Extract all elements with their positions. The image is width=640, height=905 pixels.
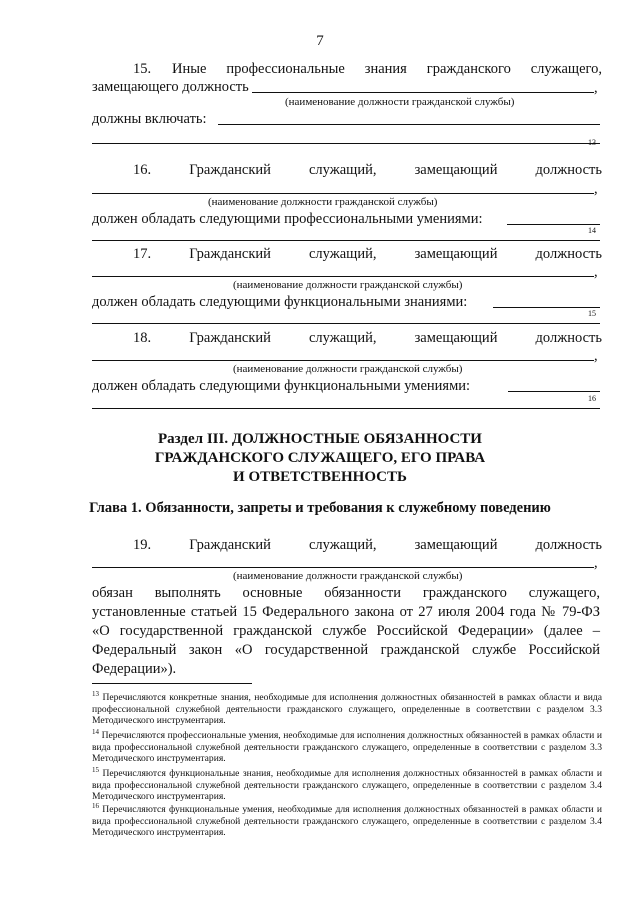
item16-word: Гражданский bbox=[189, 162, 271, 178]
footnote-ref-13: 13 bbox=[588, 138, 596, 147]
item18-word: должность bbox=[535, 330, 602, 346]
comma: , bbox=[594, 555, 598, 571]
item18-word: Гражданский bbox=[189, 330, 271, 346]
footnote-number: 15 bbox=[92, 766, 99, 774]
footnote-text: Перечисляются профессиональные умения, необходимые для исполнения должностных обязанностей в рамках области и вида профессиональной служебной деятельности гражданского служащего, определенные в соответствии с разделом 3.3 Методического инструментария. bbox=[92, 730, 602, 765]
section-heading-line3: И ОТВЕТСТВЕННОСТЬ bbox=[233, 469, 407, 485]
footnote-text: Перечисляются функциональные умения, необходимые для исполнения должностных обязанностей в рамках области и вида профессиональной служебной деятельности гражданского служащего, определенные в соответствии с разделом 3.4 Методического инструментария. bbox=[92, 804, 602, 839]
func-knowledge-blank bbox=[493, 307, 600, 308]
item16-word: замещающий bbox=[414, 162, 498, 178]
item18-line3: должен обладать следующими функциональными умениями: bbox=[92, 378, 471, 394]
footnote-number: 14 bbox=[92, 728, 99, 736]
item17-word: служащий, bbox=[309, 246, 377, 262]
chapter-title: Глава 1. Обязанности, запреты и требования к служебному поведению bbox=[89, 500, 551, 516]
knowledge-blank-2 bbox=[92, 143, 600, 144]
func-knowledge-blank-2 bbox=[92, 323, 600, 324]
item16-first-line bbox=[133, 161, 602, 179]
item15-line3: должны включать: bbox=[92, 111, 207, 127]
item16-line3: должен обладать следующими профессиональными умениями: bbox=[92, 211, 483, 227]
item16-word: 16. bbox=[133, 162, 152, 178]
position-name-blank bbox=[92, 567, 594, 568]
item19-caption: (наименование должности гражданской службы) bbox=[233, 570, 463, 582]
item18-word: замещающий bbox=[414, 330, 498, 346]
item15-word: знания bbox=[364, 61, 407, 77]
item17-line3: должен обладать следующими функциональными знаниями: bbox=[92, 294, 468, 310]
item17-word: должность bbox=[535, 246, 602, 262]
footnote-number: 16 bbox=[92, 802, 99, 810]
item15-word: служащего, bbox=[530, 61, 602, 77]
func-skills-blank-2 bbox=[92, 408, 600, 409]
footnote-ref-16: 16 bbox=[588, 394, 596, 403]
item15-number: 15. bbox=[133, 61, 152, 77]
item17-word: Гражданский bbox=[189, 246, 271, 262]
item19-word: служащий, bbox=[309, 537, 377, 553]
item15-first-line bbox=[172, 60, 602, 78]
section-heading-line1: Раздел III. ДОЛЖНОСТНЫЕ ОБЯЗАННОСТИ bbox=[158, 431, 482, 447]
item17-word: замещающий bbox=[414, 246, 498, 262]
item17-caption: (наименование должности гражданской службы) bbox=[233, 279, 463, 291]
skills-blank bbox=[507, 224, 600, 225]
footnote-separator bbox=[92, 683, 252, 684]
section-heading-line2: ГРАЖДАНСКОГО СЛУЖАЩЕГО, ЕГО ПРАВА bbox=[154, 450, 486, 466]
footnote bbox=[92, 689, 602, 727]
footnote bbox=[92, 801, 602, 839]
footnote-number: 13 bbox=[92, 690, 99, 698]
footnote-text: Перечисляются функциональные знания, необходимые для исполнения должностных обязанностей в рамках области и вида профессиональной служебной деятельности гражданского служащего, определенные в соответствии с разделом 3.4 Методического инструментария. bbox=[92, 768, 602, 803]
comma: , bbox=[594, 80, 598, 96]
comma: , bbox=[594, 264, 598, 280]
position-name-blank bbox=[92, 193, 594, 194]
knowledge-blank bbox=[218, 124, 600, 125]
item15-word: Иные bbox=[172, 61, 207, 77]
footnote bbox=[92, 765, 602, 803]
page-number: 7 bbox=[316, 33, 324, 49]
item17-word: 17. bbox=[133, 246, 152, 262]
position-name-blank bbox=[92, 276, 594, 277]
footnote bbox=[92, 727, 602, 765]
footnote-text: Перечисляются конкретные знания, необходимые для исполнения должностных обязанностей в рамках области и вида профессиональной служебной деятельности гражданского служащего, определенные в соответствии с разделом 3.3 Методического инструментария. bbox=[92, 692, 602, 727]
item18-first-line bbox=[133, 329, 602, 347]
item19-first-line bbox=[133, 536, 602, 554]
position-name-blank bbox=[252, 92, 594, 93]
item19-word: Гражданский bbox=[189, 537, 271, 553]
item18-caption: (наименование должности гражданской службы) bbox=[233, 363, 463, 375]
item15-word: профессиональные bbox=[226, 61, 345, 77]
item15-word: гражданского bbox=[426, 61, 511, 77]
func-skills-blank bbox=[508, 391, 600, 392]
item19-body: обязан выполнять основные обязанности гражданского служащего, установленные статьей 15 Федерального закона от 27 июля 2004 года № 79-ФЗ «О государственной гражданской службе Российской Федерации» (далее – Федеральный закон «О государственной гражданской службе Российской Федерации»). bbox=[92, 585, 600, 677]
item17-first-line bbox=[133, 245, 602, 263]
comma: , bbox=[594, 348, 598, 364]
item15-caption: (наименование должности гражданской службы) bbox=[285, 96, 515, 108]
item18-word: служащий, bbox=[309, 330, 377, 346]
footnote-ref-15: 15 bbox=[588, 309, 596, 318]
item16-word: должность bbox=[535, 162, 602, 178]
skills-blank-2 bbox=[92, 240, 600, 241]
item16-caption: (наименование должности гражданской службы) bbox=[208, 196, 438, 208]
item16-word: служащий, bbox=[309, 162, 377, 178]
item19-word: замещающий bbox=[414, 537, 498, 553]
item18-word: 18. bbox=[133, 330, 152, 346]
item15-line2: замещающего должность bbox=[92, 79, 249, 95]
footnote-ref-14: 14 bbox=[588, 226, 596, 235]
comma: , bbox=[594, 181, 598, 197]
position-name-blank bbox=[92, 360, 594, 361]
item19-word: 19. bbox=[133, 537, 152, 553]
item19-word: должность bbox=[535, 537, 602, 553]
